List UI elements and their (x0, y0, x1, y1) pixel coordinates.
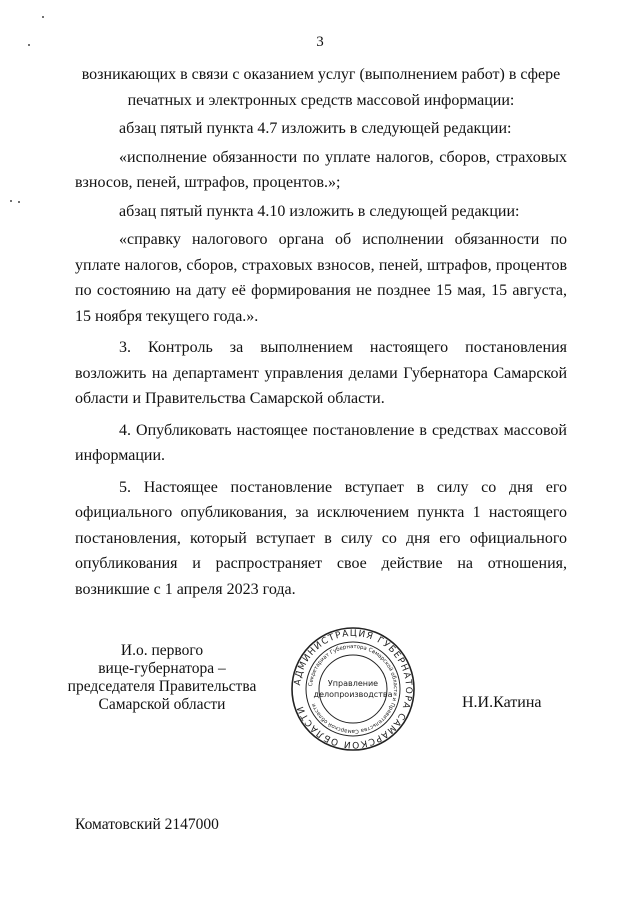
scan-speck (28, 44, 30, 46)
page-number: 3 (316, 34, 324, 50)
paragraph-continuation: возникающих в связи с оказанием услуг (выполнением работ) в сфере печатных и электронных средств массовой информации: (81, 66, 561, 109)
paragraph-amend-4-10: абзац пятый пункта 4.10 изложить в следующей редакции: (119, 202, 520, 220)
signatory-title-line: И.о. первого (120, 642, 204, 659)
scan-speck (10, 200, 12, 202)
signatory-title-line: вице-губернатора – (98, 660, 226, 677)
paragraph-amend-4-10-text: «справку налогового органа об исполнении обязанности по уплате налогов, сборов, страховых взносов, пеней, штрафов, процентов по состоянию на дату её формирования не позднее 15 мая, 15 августа, 15 ноября текущего года.». (75, 231, 567, 325)
scan-speck (18, 201, 20, 203)
signatory-title (62, 642, 262, 714)
signatory-title-line: председателя Правительства (67, 678, 257, 695)
paragraph-item-4: 4. Опубликовать настоящее постановление в средствах массовой информации. (75, 421, 567, 464)
stamp-center-line: делопроизводства (313, 690, 393, 699)
signatory-title-line: Самарской области (98, 696, 226, 713)
paragraph-amend-4-7-text: «исполнение обязанности по уплате налогов, сборов, страховых взносов, пеней, штрафов, процентов.»; (75, 148, 567, 191)
paragraph-item-3: 3. Контроль за выполнением настоящего постановления возложить на департамент управления делами Губернатора Самарской области и Правительства Самарской области. (75, 339, 567, 407)
signatory-name: Н.И.Катина (462, 694, 542, 711)
stamp-center-line: Управление (327, 679, 379, 688)
paragraph-item-5: 5. Настоящее постановление вступает в силу со дня его официального опубликования, за исключением пункта 1 настоящего постановления, который вступает в силу со дня его официального опубликования и распространяет свое действие на отношения, возникшие с 1 апреля 2023 года. (75, 478, 567, 598)
executor-note: Коматовский 2147000 (75, 816, 219, 833)
document-body (75, 62, 567, 602)
svg-text:Секретариат Губернатора Самарс: Секретариат Губернатора Самарской области и Правительства Самарской области (308, 643, 399, 735)
official-stamp (290, 626, 416, 752)
scan-speck (42, 16, 44, 18)
paragraph-amend-4-7: абзац пятый пункта 4.7 изложить в следующей редакции: (119, 120, 512, 137)
svg-text:АДМИНИСТРАЦИЯ ГУБЕРНАТОРА САМА: АДМИНИСТРАЦИЯ ГУБЕРНАТОРА САМАРСКОЙ ОБЛАСТИ (293, 628, 414, 750)
